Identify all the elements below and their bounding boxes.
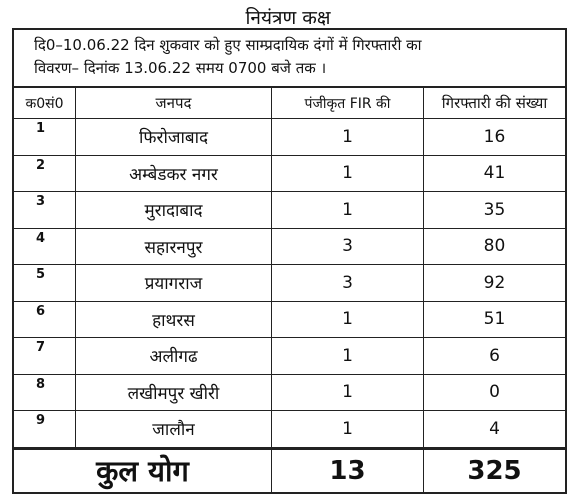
- table-row: [14, 302, 565, 339]
- arrests-cell: 35: [483, 199, 506, 220]
- table-row: [14, 411, 565, 448]
- district-cell: अलीगढ: [76, 338, 272, 374]
- title-text: नियंत्रण कक्ष: [245, 7, 331, 29]
- district-cell: मुरादाबाद: [76, 192, 272, 228]
- district-cell: सहारनपुर: [76, 229, 272, 265]
- header-district: जनपद: [76, 88, 272, 118]
- total-row: [14, 448, 565, 492]
- district-cell: जालौन: [76, 411, 272, 447]
- header-arrests: गिरफ्तारी की संख्या: [441, 94, 548, 112]
- table-row: [14, 375, 565, 412]
- district-cell: लखीमपुर खीरी: [76, 375, 272, 411]
- serial-cell: 2: [14, 156, 76, 192]
- fir-cell: 1: [272, 338, 424, 374]
- total-arrests: 325: [467, 455, 522, 486]
- total-label: कुल योग: [14, 450, 272, 492]
- total-fir: 13: [272, 450, 424, 492]
- fir-cell: 1: [272, 411, 424, 447]
- table-row: [14, 229, 565, 266]
- table-row: [14, 192, 565, 229]
- serial-cell: 8: [14, 375, 76, 411]
- fir-cell: 1: [272, 156, 424, 192]
- table-row: [14, 119, 565, 156]
- serial-cell: 6: [14, 302, 76, 338]
- serial-cell: 1: [14, 119, 76, 155]
- arrests-cell: 0: [489, 382, 500, 403]
- description-line-2: विवरण– दिनांक 13.06.22 समय 0700 बजे तक ।: [34, 59, 327, 77]
- district-cell: प्रयागराज: [76, 265, 272, 301]
- fir-cell: 3: [272, 229, 424, 265]
- page-title: [0, 4, 576, 30]
- fir-cell: 1: [272, 302, 424, 338]
- serial-cell: 3: [14, 192, 76, 228]
- serial-cell: 7: [14, 338, 76, 374]
- arrests-cell: 51: [483, 309, 506, 330]
- district-cell: अम्बेडकर नगर: [76, 156, 272, 192]
- arrests-cell: 80: [483, 236, 506, 257]
- serial-cell: 4: [14, 229, 76, 265]
- fir-cell: 1: [272, 375, 424, 411]
- fir-cell: 1: [272, 192, 424, 228]
- description-line-1: दि0–10.06.22 दिन शुकवार को हुए साम्प्रदायिक दंगों में गिरफ्तारी का: [34, 36, 422, 54]
- district-cell: हाथरस: [76, 302, 272, 338]
- arrests-cell: 41: [483, 163, 506, 184]
- table-description: [14, 30, 565, 88]
- arrests-cell: 4: [489, 418, 500, 439]
- serial-cell: 5: [14, 265, 76, 301]
- arrest-table: [12, 28, 567, 494]
- header-fir: पंजीकृत FIR की: [272, 88, 424, 118]
- table-row: [14, 265, 565, 302]
- header-row: [14, 88, 565, 119]
- arrests-cell: 6: [489, 345, 500, 366]
- fir-cell: 1: [272, 119, 424, 155]
- header-serial: क0सं0: [14, 88, 76, 118]
- serial-cell: 9: [14, 411, 76, 447]
- table-row: [14, 338, 565, 375]
- fir-cell: 3: [272, 265, 424, 301]
- arrests-cell: 16: [483, 126, 506, 147]
- arrests-cell: 92: [483, 272, 506, 293]
- district-cell: फिरोजाबाद: [76, 119, 272, 155]
- table-row: [14, 156, 565, 193]
